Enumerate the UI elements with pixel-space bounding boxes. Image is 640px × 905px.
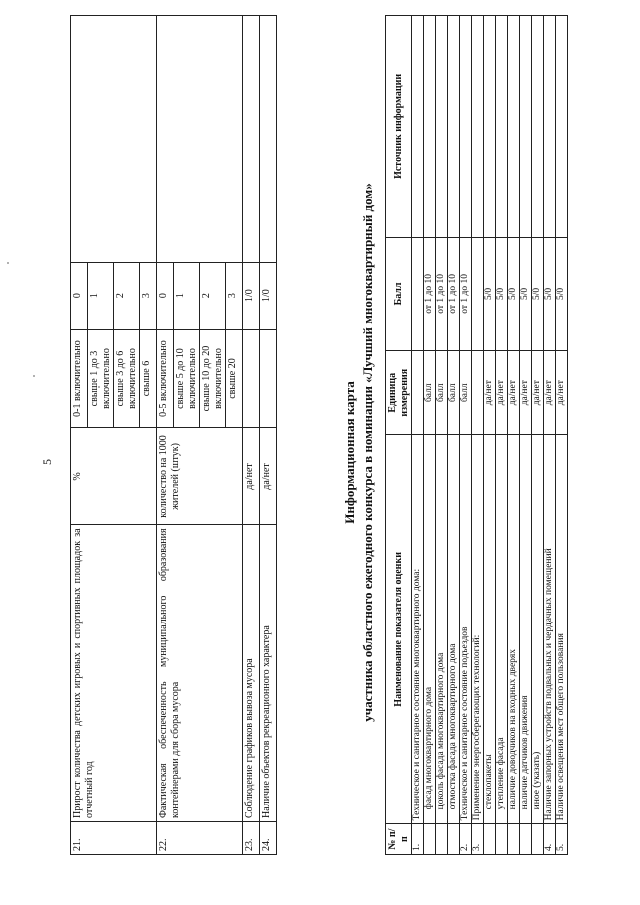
table-row [544,16,556,855]
score-cell: от 1 до 10 [436,237,448,350]
range-cell: свыше 3 до 6 включительно [114,329,140,428]
empty-cell [243,16,260,263]
range-cell: свыше 6 [140,329,157,428]
info-card-table [385,15,568,855]
unit-cell: балл [460,351,472,435]
score-cell: 5/0 [532,237,544,350]
table-row [460,16,472,855]
score-cell: 3 [140,262,157,329]
row-number [520,824,532,855]
source-cell [508,16,520,238]
table-row [71,16,88,855]
row-number: 5. [556,824,568,855]
row-number: 22. [157,822,243,855]
score-cell: 5/0 [544,237,556,350]
indicator-name: Наличие объектов рекреационного характера [260,525,277,822]
table-row [448,16,460,855]
table-row [424,16,436,855]
table-row [496,16,508,855]
header-unit: Единица измерения [386,351,412,435]
source-cell [436,16,448,238]
score-cell [412,237,424,350]
table-row [243,16,260,855]
table-row [157,16,174,855]
table-row [532,16,544,855]
indicator-name: стеклопакеты [484,435,496,824]
source-cell [544,16,556,238]
source-cell [496,16,508,238]
source-cell [424,16,436,238]
table-row [472,16,484,855]
row-number [436,824,448,855]
unit-cell: да/нет [544,351,556,435]
unit-cell: да/нет [260,428,277,525]
source-cell [412,16,424,238]
header-score: Балл [386,237,412,350]
indicator-name: Техническое и санитарное состояние многоквартирного дома: [412,435,424,824]
unit-cell: да/нет [508,351,520,435]
score-cell: 2 [114,262,140,329]
unit-cell: да/нет [556,351,568,435]
indicator-name: наличие датчиков движения [520,435,532,824]
empty-cell [71,16,157,263]
indicator-name: Наличие освещения мест общего пользования [556,435,568,824]
indicator-name: иное (указать) [532,435,544,824]
indicator-name: Применение энергосберегающих технологий: [472,435,484,824]
range-cell [243,329,260,428]
empty-cell [157,16,243,263]
table-row [260,16,277,855]
score-cell: 5/0 [508,237,520,350]
indicator-name: Прирост количества детских игровых и спортивных площадок за отчетный год [71,525,157,822]
row-number [508,824,520,855]
score-cell: 5/0 [496,237,508,350]
range-cell [260,329,277,428]
unit-cell: % [71,428,157,525]
score-cell: от 1 до 10 [448,237,460,350]
header-num: № п/п [386,824,412,855]
unit-cell: да/нет [484,351,496,435]
table-row [520,16,532,855]
row-number [484,824,496,855]
score-cell [472,237,484,350]
criteria-table [70,15,277,855]
range-cell: 0-5 включительно [157,329,174,428]
row-number [424,824,436,855]
row-number: 4. [544,824,556,855]
score-cell: от 1 до 10 [460,237,472,350]
indicator-name: цоколь фасада многоквартирного дома [436,435,448,824]
table-row [556,16,568,855]
source-cell [448,16,460,238]
row-number: 1. [412,824,424,855]
score-cell: 0 [71,262,88,329]
indicator-name: отмостка фасада многоквартирного дома [448,435,460,824]
header-name: Наименование показателя оценки [386,435,412,824]
page-number: 5 [40,459,54,465]
range-cell: 0-1 включительно [71,329,88,428]
row-number [496,824,508,855]
table-header-row [386,16,412,855]
unit-cell: количество на 1000 жителей (штук) [157,428,243,525]
source-cell [472,16,484,238]
source-cell [484,16,496,238]
table-row [484,16,496,855]
indicator-name: Фактическая обеспеченность муниципального образования контейнерами для сбора мусора [157,525,243,822]
document-subtitle: участника областного ежегодного конкурса в номинации «Лучший многоквартирный дом» [360,183,375,722]
unit-cell: балл [448,351,460,435]
score-cell: 1/0 [260,262,277,329]
unit-cell: да/нет [520,351,532,435]
row-number [448,824,460,855]
indicator-name: Наличие запорных устройств подвальных и чердачных помещений [544,435,556,824]
indicator-name: Техническое и санитарное состояние подъездов [460,435,472,824]
score-cell: 1/0 [243,262,260,329]
score-cell: 5/0 [484,237,496,350]
range-cell: свыше 20 [226,329,243,428]
table-row [412,16,424,855]
row-number: 3. [472,824,484,855]
document-title: Информационная карта [342,381,357,524]
range-cell: свыше 5 до 10 включительно [174,329,200,428]
unit-cell: да/нет [243,428,260,525]
table-row [436,16,448,855]
score-cell: 2 [200,262,226,329]
indicator-name: фасад многоквартирного дома [424,435,436,824]
score-cell: 1 [88,262,114,329]
header-source: Источник информации [386,16,412,238]
score-cell: 1 [174,262,200,329]
source-cell [520,16,532,238]
row-number [532,824,544,855]
indicator-name: утепление фасада [496,435,508,824]
source-cell [460,16,472,238]
indicator-name: Соблюдение графиков вывоза мусора [243,525,260,822]
row-number: 2. [460,824,472,855]
unit-cell [472,351,484,435]
source-cell [532,16,544,238]
score-cell: 5/0 [520,237,532,350]
unit-cell [412,351,424,435]
unit-cell: да/нет [496,351,508,435]
score-cell: 3 [226,262,243,329]
empty-cell [260,16,277,263]
row-number: 21. [71,822,157,855]
unit-cell: балл [436,351,448,435]
row-number: 24. [260,822,277,855]
score-cell: от 1 до 10 [424,237,436,350]
table-row [508,16,520,855]
row-number: 23. [243,822,260,855]
unit-cell: да/нет [532,351,544,435]
source-cell [556,16,568,238]
range-cell: свыше 1 до 3 включительно [88,329,114,428]
score-cell: 5/0 [556,237,568,350]
range-cell: свыше 10 до 20 включительно [200,329,226,428]
indicator-name: наличие доводчиков на входных дверях [508,435,520,824]
unit-cell: балл [424,351,436,435]
score-cell: 0 [157,262,174,329]
